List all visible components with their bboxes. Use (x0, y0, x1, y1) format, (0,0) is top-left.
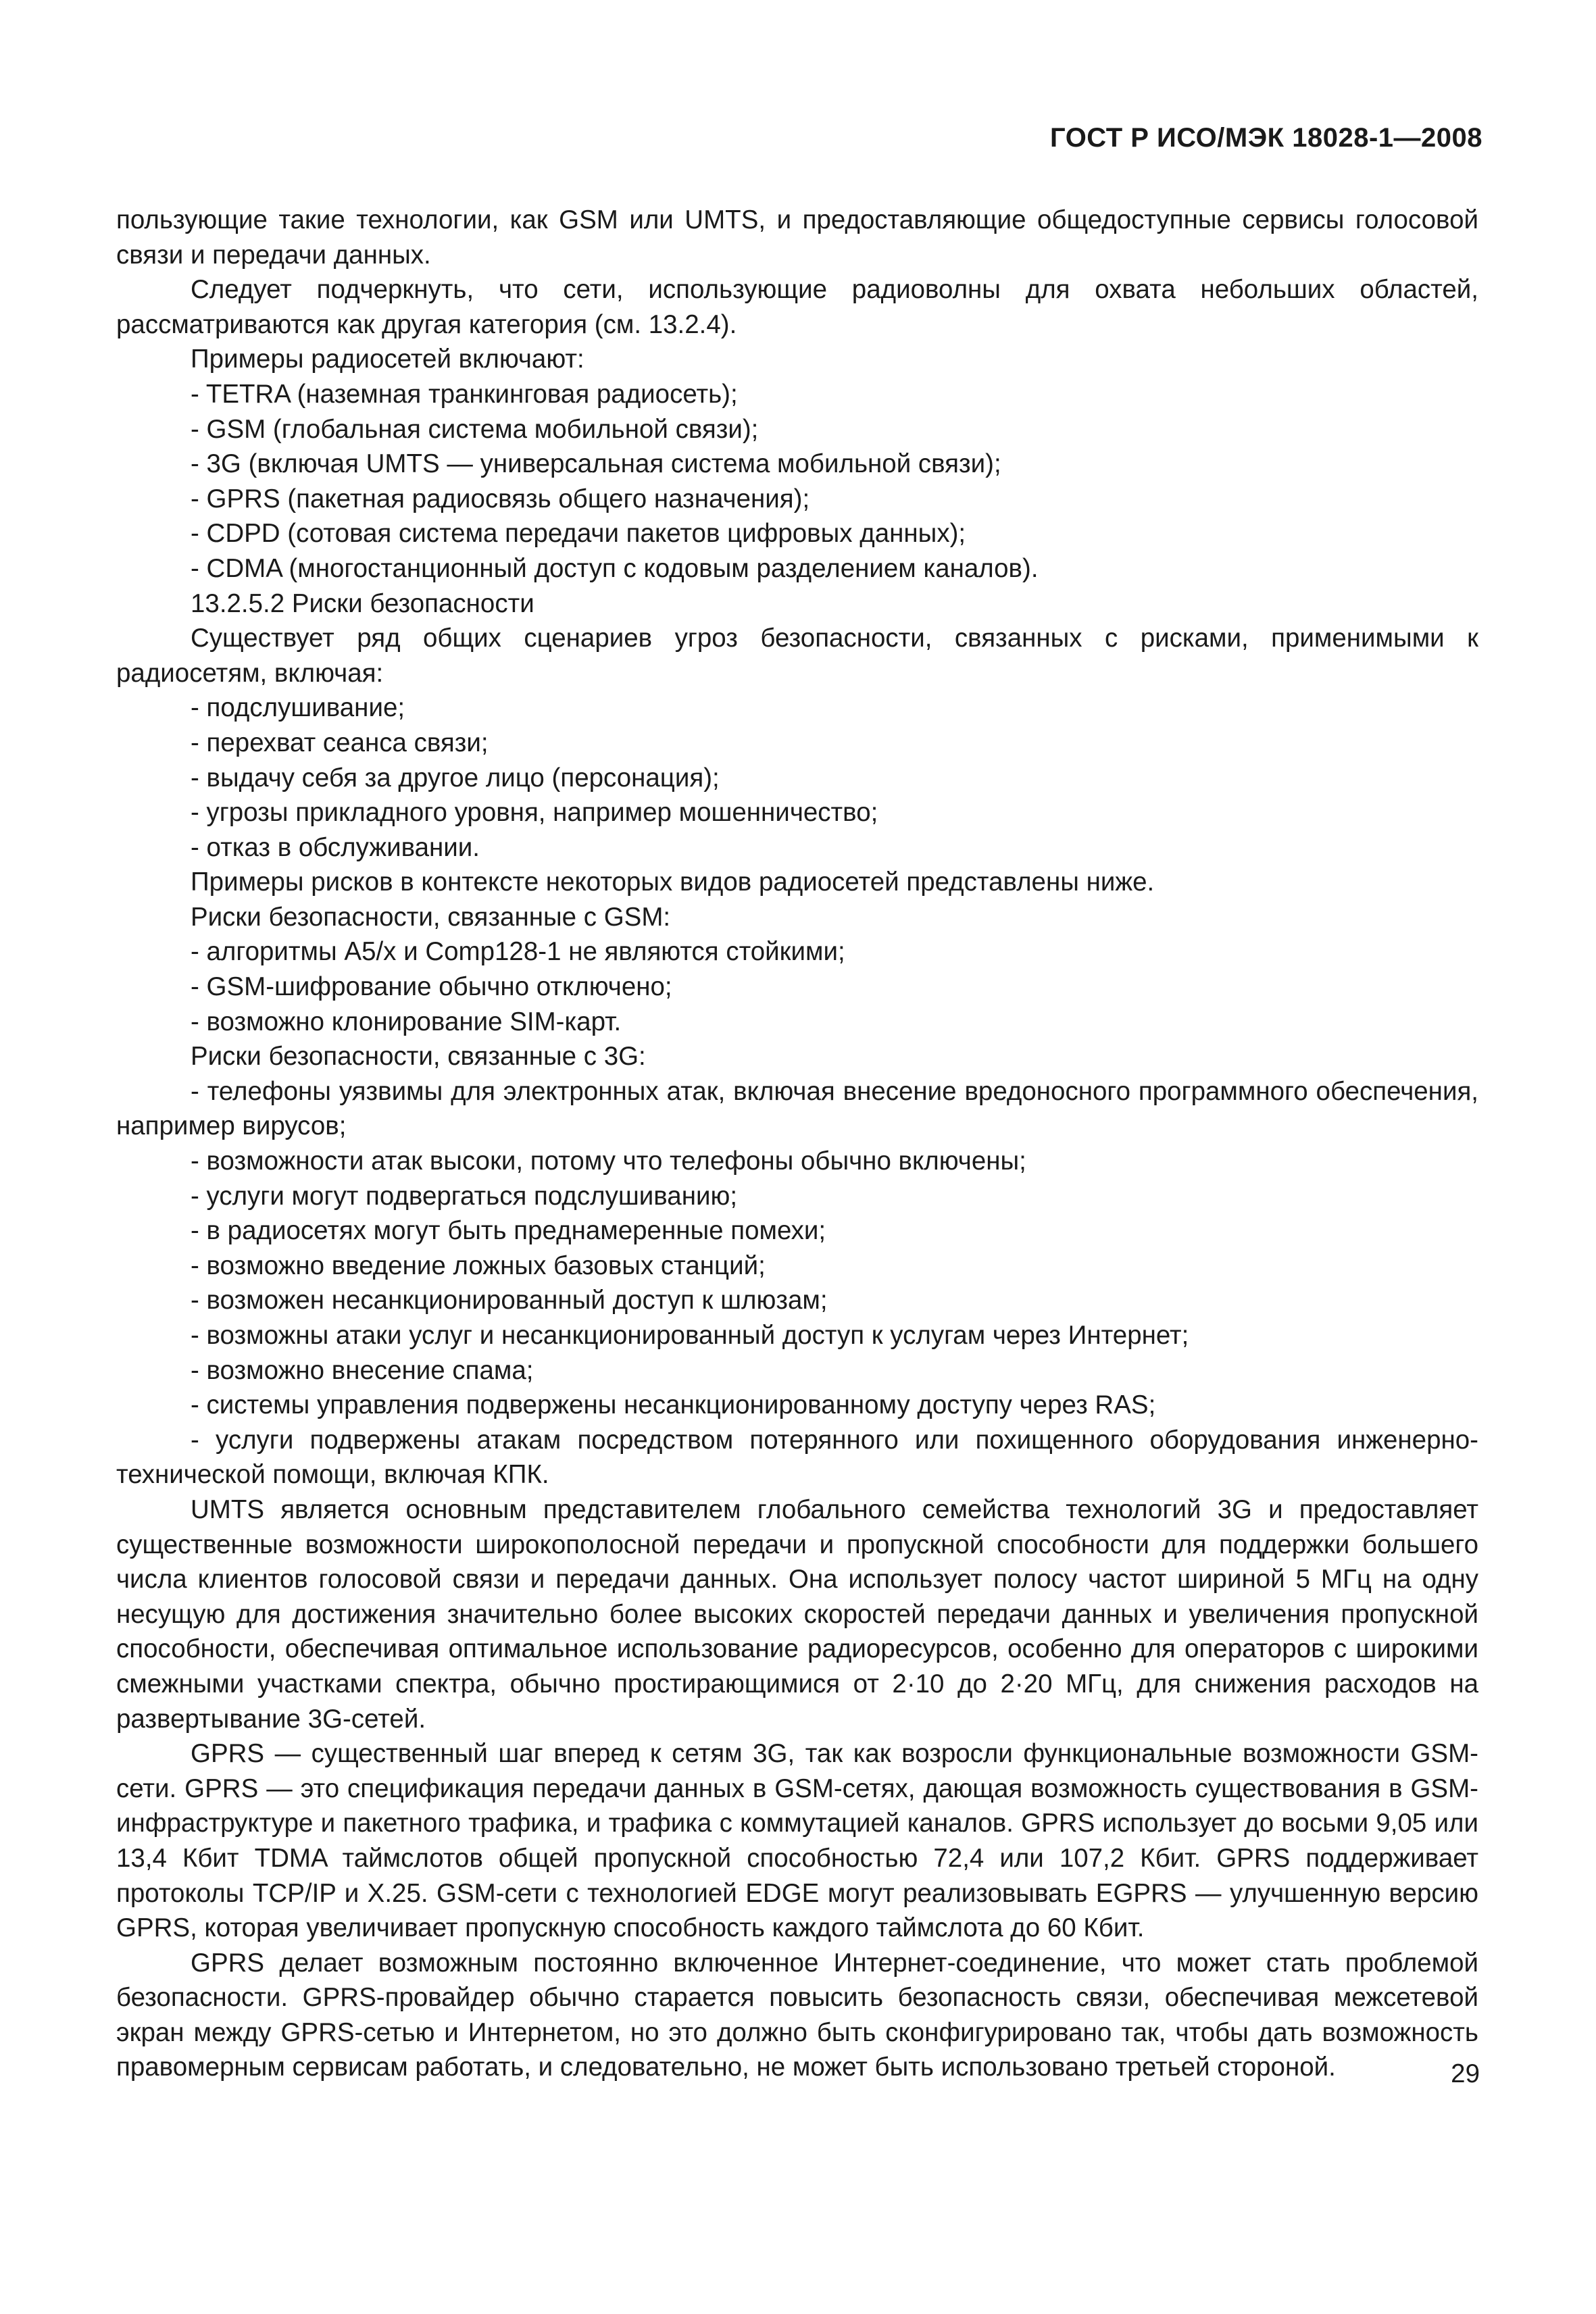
paragraph: UMTS является основным представителем глобального семейства технологий 3G и предоставляет существенные возможности широкополосной передачи и пропускной способности для поддержки большего числа клиентов голосовой связи и передачи данных. Она использует полосу частот шириной 5 МГц на одну несущую для достижения значительно более высоких скоростей передачи данных и увеличения пропускной способности, обеспечивая оптимальное использование радиоресурсов, особенно для операторов с широкими смежными участками спектра, обычно простирающимися от 2·10 до 2·20 МГц, для снижения расходов на развертывание 3G-сетей. (116, 1494, 1478, 1734)
paragraph: - 3G (включая UMTS — универсальная система мобильной связи); (191, 449, 1001, 479)
paragraph: - в радиосетях могут быть преднамеренные помехи; (191, 1216, 826, 1246)
document-body (116, 203, 1478, 2085)
paragraph: - возможен несанкционированный доступ к шлюзам; (191, 1286, 828, 1315)
paragraph: Существует ряд общих сценариев угроз безопасности, связанных с рисками, применимыми к радиосетям, включая: (116, 624, 1478, 688)
paragraph: - CDMA (многостанционный доступ с кодовым разделением каналов). (191, 553, 1039, 583)
paragraph: - выдачу себя за другое лицо (персонация); (191, 763, 720, 793)
paragraph: - алгоритмы A5/x и Comp128-1 не являются стойкими; (191, 937, 845, 967)
paragraph: пользующие такие технологии, как GSM или UMTS, и предоставляющие общедоступные сервисы голосовой связи и передачи данных. (116, 205, 1478, 270)
paragraph: - GSM (глобальная система мобильной связи); (191, 414, 759, 444)
paragraph: - CDPD (сотовая система передачи пакетов цифровых данных); (191, 519, 966, 549)
paragraph: - услуги могут подвергаться подслушиванию; (191, 1181, 738, 1211)
paragraph: Риски безопасности, связанные с GSM: (191, 902, 671, 932)
paragraph: - возможно введение ложных базовых станций; (191, 1251, 766, 1280)
paragraph: 13.2.5.2 Риски безопасности (191, 588, 534, 618)
paragraph: - TETRA (наземная транкинговая радиосеть); (191, 379, 738, 409)
paragraph: Примеры рисков в контексте некоторых видов радиосетей представлены ниже. (191, 867, 1155, 897)
paragraph: - возможны атаки услуг и несанкционированный доступ к услугам через Интернет; (191, 1321, 1189, 1350)
paragraph: - системы управления подвержены несанкционированному доступу через RAS; (191, 1390, 1156, 1420)
paragraph: - подслушивание; (191, 693, 405, 723)
paragraph: - возможно клонирование SIM-карт. (191, 1007, 622, 1036)
paragraph: - GSM-шифрование обычно отключено; (191, 972, 672, 1002)
paragraph: - угрозы прикладного уровня, например мошенничество; (191, 798, 878, 828)
paragraph: - отказ в обслуживании. (191, 832, 480, 862)
paragraph: - возможно внесение спама; (191, 1355, 534, 1385)
paragraph: - услуги подвержены атакам посредством потерянного или похищенного оборудования инженерно-технической помощи, включая КПК. (116, 1425, 1478, 1490)
paragraph: Следует подчеркнуть, что сети, использующие радиоволны для охвата небольших областей, рассматриваются как другая категория (см. 13.2.4). (116, 275, 1478, 339)
paragraph: - возможности атак высоки, потому что телефоны обычно включены; (191, 1147, 1026, 1176)
page-number: 29 (1451, 2059, 1480, 2088)
paragraph: Риски безопасности, связанные с 3G: (191, 1042, 646, 1072)
paragraph: - GPRS (пакетная радиосвязь общего назначения); (191, 484, 810, 513)
paragraph: - перехват сеанса связи; (191, 728, 489, 757)
paragraph: - телефоны уязвимы для электронных атак, включая внесение вредоносного программного обеспечения, например вирусов; (116, 1076, 1478, 1141)
paragraph: GPRS делает возможным постоянно включенное Интернет-соединение, что может стать проблемой безопасности. GPRS-провайдер обычно старается повысить безопасность связи, обеспечивая межсетевой экран между GPRS-сетью и Интернетом, но это должно быть сконфигурировано так, чтобы дать возможность правомерным сервисам работать, и следовательно, не может быть использовано третьей стороной. (116, 1948, 1478, 2082)
paragraph: GPRS — существенный шаг вперед к сетям 3G, так как возросли функциональные возможности GSM-сети. GPRS — это спецификация передачи данных в GSM-сетях, дающая возможность существования в GSM-инфраструктуре и пакетного трафика, и трафика с коммутацией каналов. GPRS использует до восьми 9,05 или 13,4 Кбит TDMA таймслотов общей пропускной способностью 72,4 или 107,2 Кбит. GPRS поддерживает протоколы TCP/IP и X.25. GSM-сети с технологией EDGE могут реализовывать EGPRS — улучшенную версию GPRS, которая увеличивает пропускную способность каждого таймслота до 60 Кбит. (116, 1739, 1478, 1943)
paragraph: Примеры радиосетей включают: (191, 345, 584, 374)
document-header: ГОСТ Р ИСО/МЭК 18028-1—2008 (1050, 123, 1482, 153)
